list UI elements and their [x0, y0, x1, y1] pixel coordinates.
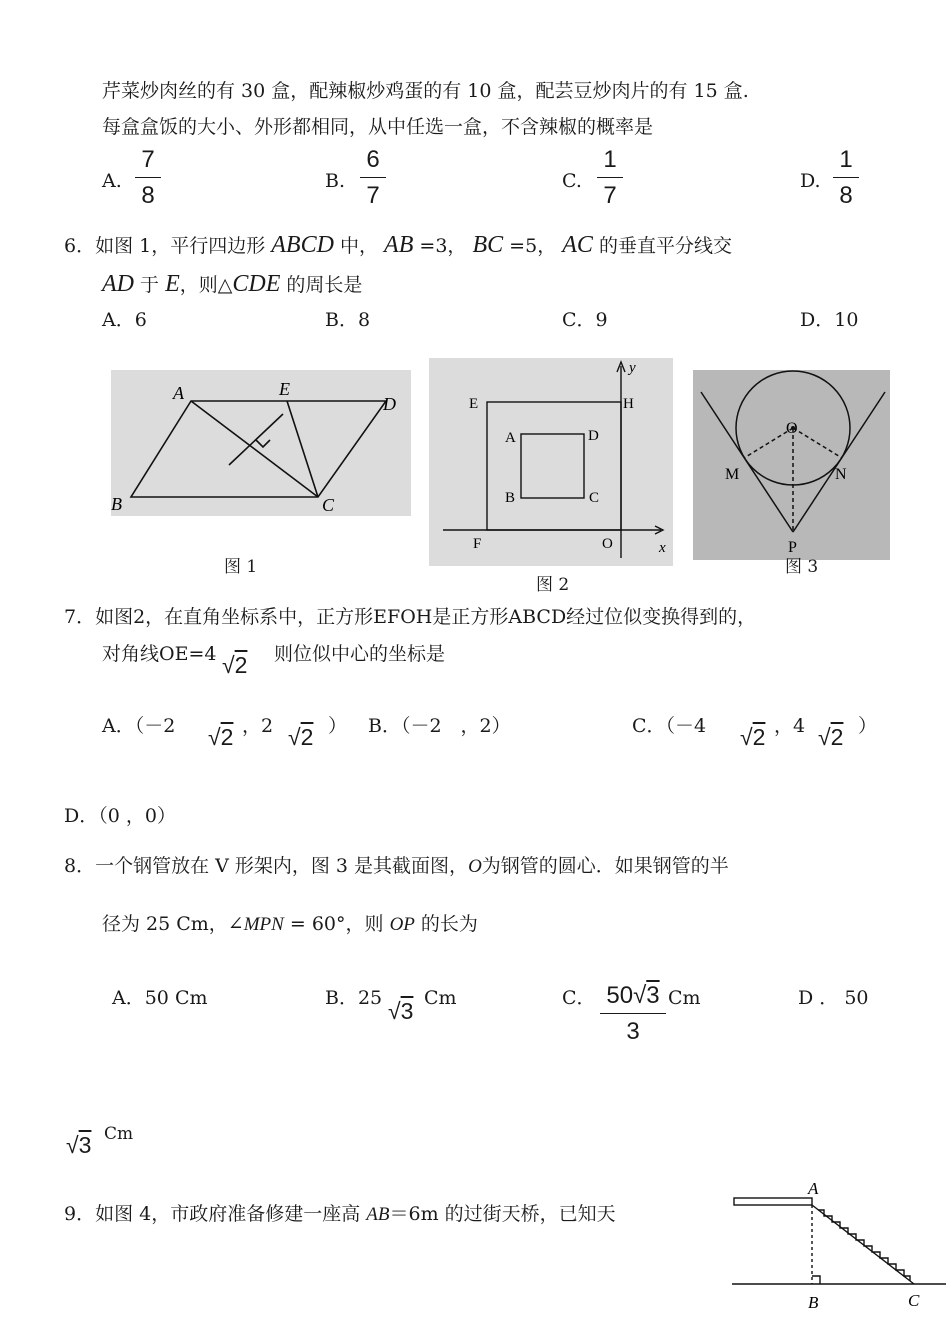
text: 中，: [333, 235, 378, 257]
text: 如图 1，平行四边形: [95, 235, 272, 257]
radicand: 2: [220, 724, 234, 750]
fraction-denominator: 8: [839, 182, 853, 209]
label-d: D: [383, 394, 396, 414]
q5-option-a-label: A.: [102, 170, 122, 192]
label-o: O: [602, 536, 613, 552]
q7-line2-b: 则位似中心的坐标是: [274, 643, 446, 665]
question-number: 6．: [64, 235, 96, 257]
label-n: N: [835, 466, 847, 483]
sqrt-2: √2: [740, 724, 766, 750]
label-f: F: [473, 536, 482, 552]
fraction-numerator: 7: [141, 146, 155, 173]
q5-line2: 每盒盒饭的大小、外形都相同，从中任选一盒，不含辣椒的概率是: [102, 116, 654, 138]
math-e: E: [165, 271, 180, 297]
q6-line1: [64, 231, 732, 260]
label-m: M: [725, 466, 740, 483]
sqrt-2: √2: [208, 724, 234, 750]
math-ab: AB: [384, 232, 414, 258]
q5-option-d-fraction: [833, 146, 859, 210]
figure-1-caption: 图 1: [224, 557, 258, 577]
label-c: C: [589, 490, 600, 506]
figure-1-parallelogram: [111, 370, 411, 516]
q8-option-c-fraction: [600, 982, 666, 1046]
label-c: C: [908, 1291, 920, 1310]
label-b: B: [505, 490, 516, 506]
text: = 60°，则: [283, 913, 390, 935]
sqrt-3: √3: [66, 1132, 92, 1158]
text: 如图 4，市政府准备修建一座高: [95, 1203, 367, 1225]
text: 8．一个钢管放在 V 形架内，图 3 是其截面图，: [64, 855, 469, 877]
q8-line1: [64, 852, 729, 881]
q6-option-c: C．9: [562, 309, 608, 331]
text: 为钢管的圆心．如果钢管的半: [481, 855, 729, 877]
math-ab: AB: [366, 1204, 390, 1225]
q5-option-c-label: C.: [562, 170, 582, 192]
text: ＝6m 的过街天桥，已知天: [389, 1203, 616, 1225]
radicand: 2: [300, 724, 314, 750]
sqrt-2: √2: [222, 652, 248, 678]
q7-option-d: D．（0 ，0）: [64, 805, 176, 827]
question-number: 9．: [64, 1203, 96, 1225]
figure-3-circle-in-v: [693, 370, 890, 560]
text: 径为 25 Cm，∠: [102, 913, 244, 935]
q5-option-b-fraction: [360, 146, 386, 210]
label-d: D: [588, 428, 599, 444]
figure-2-caption: 图 2: [536, 575, 570, 595]
fraction-numerator: 1: [603, 146, 617, 173]
q9-line1: [64, 1200, 616, 1229]
math-abcd: ABCD: [271, 232, 334, 258]
text: =5，: [503, 235, 557, 257]
math-ac: AC: [562, 232, 593, 258]
radicand: 3: [78, 1132, 92, 1158]
label-e: E: [279, 379, 290, 399]
q7-option-a-sep: ，2: [242, 715, 274, 737]
unit-cm: Cm: [104, 1124, 134, 1144]
label-h: H: [623, 396, 634, 412]
sqrt-2: √2: [288, 724, 314, 750]
q5-option-d-label: D.: [800, 170, 821, 192]
math-ad: AD: [102, 271, 134, 297]
q7-line2-a: 对角线OE=4: [102, 643, 217, 665]
label-e: E: [469, 396, 479, 412]
fraction-denominator: 7: [366, 182, 380, 209]
text: =3，: [413, 235, 467, 257]
radicand: 2: [234, 652, 248, 678]
q7-line1: 7．如图2，在直角坐标系中，正方形EFOH是正方形ABCD经过位似变换得到的，: [64, 606, 757, 628]
q7-option-c-label: C．（－4: [632, 715, 707, 737]
label-a: A: [808, 1179, 819, 1198]
q5-option-b-label: B.: [325, 170, 346, 192]
unit-cm: Cm: [424, 987, 457, 1009]
q6-option-b: B．8: [325, 309, 371, 331]
text: 的周长是: [280, 274, 363, 296]
label-p: P: [788, 539, 797, 556]
label-o: O: [786, 420, 798, 437]
sqrt-2: √2: [818, 724, 844, 750]
text: 的长为: [414, 913, 478, 935]
slope-ac: [812, 1205, 914, 1284]
fraction-numerator: 50√3: [606, 982, 660, 1009]
q5-line1: 芹菜炒肉丝的有 30 盒，配辣椒炒鸡蛋的有 10 盒，配芸豆炒肉片的有 15 盒.: [102, 80, 749, 102]
label-b: B: [808, 1293, 819, 1312]
label-b: B: [111, 494, 122, 514]
fraction-denominator: 8: [141, 182, 155, 209]
fraction-numerator: 1: [839, 146, 853, 173]
q8-option-a: A．50 Cm: [112, 987, 208, 1009]
math-op: OP: [389, 914, 415, 935]
fraction-denominator: 3: [626, 1018, 640, 1045]
sqrt-3: √3: [388, 998, 414, 1024]
bridge-deck: [734, 1198, 812, 1205]
q7-option-a-end: ）: [328, 715, 348, 737]
label-a: A: [173, 383, 184, 403]
q8-line2: [102, 910, 478, 939]
q8-option-b-label: B．25: [325, 987, 383, 1009]
q7-option-a-label: A．（－2: [102, 715, 176, 737]
label-y: y: [629, 360, 636, 376]
label-x: x: [659, 540, 666, 556]
q5-option-a-fraction: [135, 146, 161, 210]
label-a: A: [505, 430, 516, 446]
q5-option-c-fraction: [597, 146, 623, 210]
figure-4-overpass: [732, 1176, 946, 1340]
q8-option-c-label: C．: [562, 987, 596, 1009]
math-cde: CDE: [232, 271, 281, 297]
fraction-denominator: 7: [603, 182, 617, 209]
numerator-coefficient: 50: [606, 982, 634, 1009]
fraction-numerator: 6: [366, 146, 380, 173]
radicand: 2: [830, 724, 844, 750]
q7-option-c-end: ）: [858, 715, 878, 737]
radicand: 3: [400, 998, 414, 1024]
q6-option-d: D．10: [800, 309, 859, 331]
label-c: C: [322, 495, 335, 515]
figure-2-coordinate-squares: [429, 358, 673, 566]
math-bc: BC: [472, 232, 504, 258]
text: 的垂直平分线交: [592, 235, 732, 257]
radicand: 2: [752, 724, 766, 750]
q6-line2: [102, 270, 362, 299]
q7-option-b: B．（－2 ，2）: [368, 715, 511, 737]
q6-option-a: A．6: [102, 309, 147, 331]
stairs: [818, 1210, 910, 1281]
figure-3-caption: 图 3: [785, 557, 819, 577]
right-angle-mark: [812, 1276, 820, 1284]
q8-option-d-label: D ． 50: [798, 987, 869, 1009]
radicand: 3: [646, 982, 660, 1009]
text: ，则△: [179, 274, 233, 296]
unit-cm: Cm: [668, 987, 701, 1009]
math-o: O: [468, 856, 482, 877]
text: 于: [134, 274, 166, 296]
q7-option-c-sep: ，4: [774, 715, 806, 737]
math-mpn: MPN: [243, 914, 284, 935]
